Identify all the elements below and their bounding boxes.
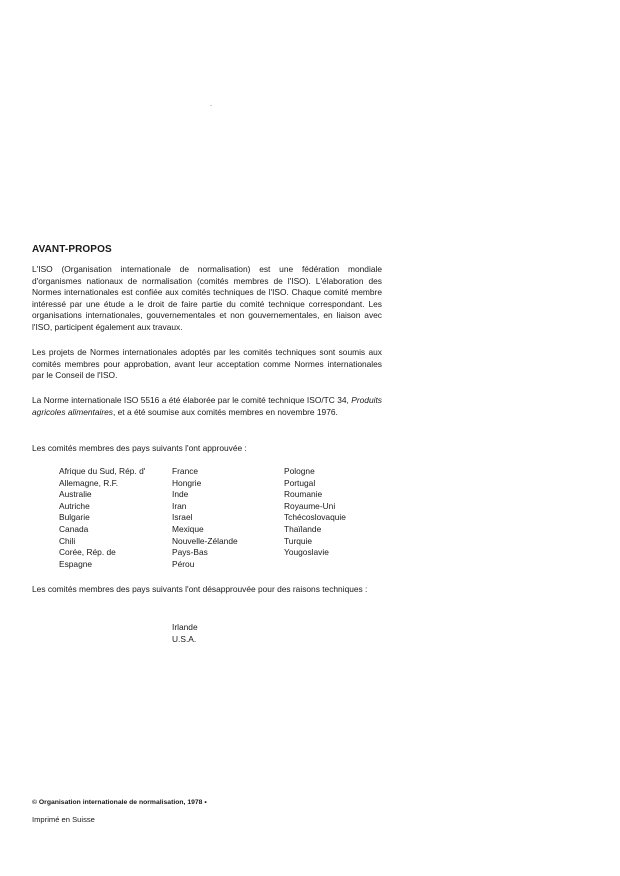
country-item: Canada	[59, 523, 89, 534]
country-item: Mexique	[172, 523, 204, 534]
paragraph-standard-origin	[32, 395, 382, 418]
country-item: Hongrie	[172, 477, 202, 488]
country-item: Tchécoslovaquie	[284, 512, 346, 523]
country-item: Pays-Bas	[172, 547, 208, 558]
paragraph-approved-intro: Les comités membres des pays suivants l'ont approuvée :	[32, 443, 247, 453]
country-item: Yougoslavie	[284, 547, 329, 558]
country-item: Israel	[172, 512, 193, 523]
paragraph-disapproved-intro: Les comités membres des pays suivants l'ont désapprouvée pour des raisons techniques :	[32, 584, 368, 594]
countries-column-3	[284, 466, 404, 570]
country-item: Autriche	[59, 500, 90, 511]
country-item: France	[172, 466, 199, 476]
paragraph-draft-approval: Les projets de Normes internationales adoptés par les comités techniques sont soumis aux comités membres pour approbation, avant leur acceptation comme Normes internationales par le Conseil de l'ISO.	[32, 347, 382, 381]
copyright-notice: © Organisation internationale de normalisation, 1978 •	[32, 799, 207, 806]
section-heading: AVANT-PROPOS	[32, 244, 112, 255]
country-item: Royaume-Uni	[284, 500, 336, 511]
printed-in-notice: Imprimé en Suisse	[32, 815, 95, 824]
countries-column-2	[172, 466, 284, 570]
country-item: Nouvelle-Zélande	[172, 535, 238, 546]
country-item: Chili	[59, 535, 76, 546]
p3-part-a: La Norme internationale ISO 5516 a été élaborée par le comité technique ISO/TC 34,	[32, 395, 352, 405]
country-item: Espagne	[59, 558, 93, 569]
country-item: Corée, Rép. de	[59, 547, 116, 558]
country-item: Allemagne, R.F.	[59, 477, 119, 488]
country-item: Turquie	[284, 535, 313, 546]
country-item: Irlande	[172, 622, 198, 632]
country-item: Pérou	[172, 558, 195, 569]
paragraph-iso-intro: L'ISO (Organisation internationale de normalisation) est une fédération mondiale d'organismes nationaux de normalisation (comités membres de l'ISO). L'élaboration des Normes internationales est confiée aux comités techniques de l'ISO. Chaque comité membre intéressé par une étude a le droit de faire partie du comité technique correspondant. Les organisations internationales, gouvernementales et non gouvernementales, en liaison avec l'ISO, participent également aux travaux.	[32, 264, 382, 332]
country-item: Portugal	[284, 477, 316, 488]
country-item: Australie	[59, 489, 92, 500]
country-item: Roumanie	[284, 489, 323, 500]
country-item: Afrique du Sud, Rép. d'	[59, 466, 146, 476]
country-item: Pologne	[284, 466, 315, 476]
country-item: Bulgarie	[59, 512, 90, 523]
scan-speck	[210, 105, 212, 106]
country-item: Thaïlande	[284, 523, 322, 534]
countries-column-1	[59, 466, 172, 570]
committee-title: Produits agricoles alimentaires	[32, 395, 382, 417]
p3-part-b: , et a été soumise aux comités membres en novembre 1976.	[113, 406, 338, 417]
approving-countries-list	[59, 466, 404, 570]
country-item: Iran	[172, 500, 187, 511]
country-item: Inde	[172, 489, 189, 500]
disapproving-countries-list	[172, 622, 198, 645]
country-item: U.S.A.	[172, 633, 197, 644]
